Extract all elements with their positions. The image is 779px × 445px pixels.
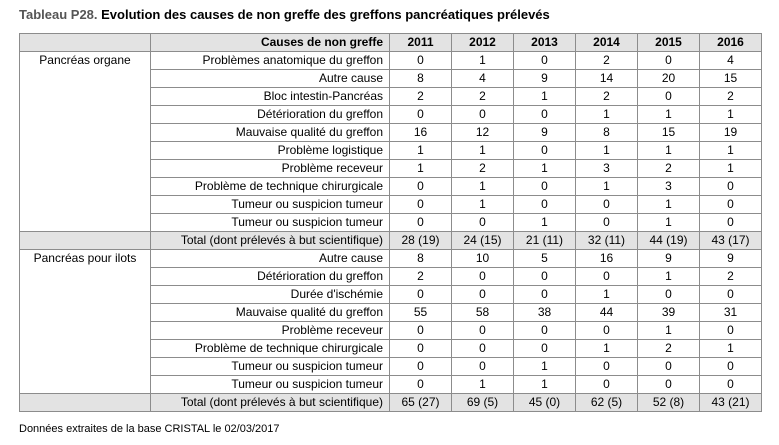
value-cell: 15	[638, 124, 700, 142]
value-cell: 0	[514, 340, 576, 358]
total-row	[20, 394, 762, 412]
value-cell: 1	[390, 142, 452, 160]
value-cell: 0	[452, 286, 514, 304]
value-cell: 0	[700, 178, 762, 196]
value-cell: 2	[576, 88, 638, 106]
value-cell: 0	[390, 358, 452, 376]
value-cell: 0	[390, 214, 452, 232]
value-cell: 0	[700, 358, 762, 376]
value-cell: 1	[638, 268, 700, 286]
value-cell: 1	[514, 88, 576, 106]
value-cell: 0	[576, 358, 638, 376]
value-cell: 0	[514, 52, 576, 70]
total-group-spacer	[20, 394, 151, 412]
value-cell: 39	[638, 304, 700, 322]
value-cell: 1	[514, 214, 576, 232]
cause-cell: Autre cause	[151, 70, 390, 88]
value-cell: 0	[576, 376, 638, 394]
cause-cell: Autre cause	[151, 250, 390, 268]
value-cell: 1	[452, 376, 514, 394]
value-cell: 38	[514, 304, 576, 322]
value-cell: 0	[390, 376, 452, 394]
value-cell: 10	[452, 250, 514, 268]
cause-cell: Problèmes anatomique du greffon	[151, 52, 390, 70]
total-value-cell: 43 (21)	[700, 394, 762, 412]
group-name: Pancréas organe	[20, 52, 151, 232]
value-cell: 2	[390, 268, 452, 286]
cause-cell: Mauvaise qualité du greffon	[151, 124, 390, 142]
total-group-spacer	[20, 232, 151, 250]
value-cell: 0	[390, 178, 452, 196]
value-cell: 0	[390, 106, 452, 124]
value-cell: 1	[514, 160, 576, 178]
value-cell: 2	[576, 52, 638, 70]
value-cell: 0	[638, 286, 700, 304]
value-cell: 0	[514, 196, 576, 214]
value-cell: 1	[638, 214, 700, 232]
value-cell: 20	[638, 70, 700, 88]
total-value-cell: 32 (11)	[576, 232, 638, 250]
value-cell: 0	[638, 52, 700, 70]
value-cell: 19	[700, 124, 762, 142]
value-cell: 2	[452, 160, 514, 178]
table-title	[19, 7, 550, 22]
value-cell: 9	[514, 124, 576, 142]
value-cell: 9	[514, 70, 576, 88]
value-cell: 0	[514, 142, 576, 160]
total-value-cell: 62 (5)	[576, 394, 638, 412]
value-cell: 16	[576, 250, 638, 268]
value-cell: 1	[452, 178, 514, 196]
value-cell: 1	[638, 106, 700, 124]
total-row	[20, 232, 762, 250]
value-cell: 2	[638, 340, 700, 358]
header-group	[20, 34, 151, 52]
value-cell: 0	[390, 196, 452, 214]
value-cell: 0	[514, 268, 576, 286]
value-cell: 1	[514, 358, 576, 376]
value-cell: 1	[452, 52, 514, 70]
total-value-cell: 44 (19)	[638, 232, 700, 250]
header-cause: Causes de non greffe	[151, 34, 390, 52]
value-cell: 0	[576, 322, 638, 340]
value-cell: 0	[638, 376, 700, 394]
value-cell: 1	[638, 196, 700, 214]
value-cell: 1	[514, 376, 576, 394]
value-cell: 0	[700, 286, 762, 304]
cause-cell: Tumeur ou suspicion tumeur	[151, 376, 390, 394]
value-cell: 1	[576, 286, 638, 304]
value-cell: 1	[700, 160, 762, 178]
value-cell: 1	[638, 322, 700, 340]
header-year: 2014	[576, 34, 638, 52]
value-cell: 0	[700, 322, 762, 340]
value-cell: 8	[390, 70, 452, 88]
header-year: 2015	[638, 34, 700, 52]
value-cell: 0	[390, 52, 452, 70]
group-name: Pancréas pour ilots	[20, 250, 151, 394]
value-cell: 14	[576, 70, 638, 88]
value-cell: 15	[700, 70, 762, 88]
header-year: 2012	[452, 34, 514, 52]
value-cell: 0	[576, 196, 638, 214]
value-cell: 0	[700, 196, 762, 214]
value-cell: 5	[514, 250, 576, 268]
total-value-cell: 43 (17)	[700, 232, 762, 250]
value-cell: 0	[514, 106, 576, 124]
value-cell: 0	[390, 322, 452, 340]
total-value-cell: 52 (8)	[638, 394, 700, 412]
value-cell: 2	[638, 160, 700, 178]
value-cell: 16	[390, 124, 452, 142]
value-cell: 0	[700, 376, 762, 394]
value-cell: 1	[638, 142, 700, 160]
value-cell: 0	[514, 322, 576, 340]
value-cell: 0	[452, 214, 514, 232]
total-value-cell: 21 (11)	[514, 232, 576, 250]
cause-cell: Tumeur ou suspicion tumeur	[151, 214, 390, 232]
cause-cell: Problème receveur	[151, 160, 390, 178]
value-cell: 2	[700, 268, 762, 286]
value-cell: 0	[576, 214, 638, 232]
cause-cell: Durée d'ischémie	[151, 286, 390, 304]
value-cell: 1	[576, 340, 638, 358]
cause-cell: Bloc intestin-Pancréas	[151, 88, 390, 106]
table-title-label: Tableau P28.	[19, 7, 98, 22]
value-cell: 9	[638, 250, 700, 268]
cause-cell: Problème logistique	[151, 142, 390, 160]
total-label: Total (dont prélevés à but scientifique)	[151, 232, 390, 250]
value-cell: 2	[700, 88, 762, 106]
value-cell: 58	[452, 304, 514, 322]
value-cell: 8	[576, 124, 638, 142]
total-value-cell: 24 (15)	[452, 232, 514, 250]
value-cell: 1	[452, 196, 514, 214]
value-cell: 1	[576, 178, 638, 196]
value-cell: 0	[452, 358, 514, 376]
table-body	[20, 52, 762, 412]
value-cell: 0	[452, 322, 514, 340]
total-value-cell: 69 (5)	[452, 394, 514, 412]
table-row	[20, 52, 762, 70]
value-cell: 9	[700, 250, 762, 268]
table-row	[20, 250, 762, 268]
cause-cell: Mauvaise qualité du greffon	[151, 304, 390, 322]
value-cell: 0	[390, 286, 452, 304]
value-cell: 0	[390, 340, 452, 358]
cause-cell: Tumeur ou suspicion tumeur	[151, 358, 390, 376]
value-cell: 0	[638, 88, 700, 106]
value-cell: 2	[390, 88, 452, 106]
value-cell: 31	[700, 304, 762, 322]
value-cell: 2	[452, 88, 514, 106]
value-cell: 4	[700, 52, 762, 70]
value-cell: 0	[452, 106, 514, 124]
value-cell: 1	[576, 106, 638, 124]
value-cell: 1	[576, 142, 638, 160]
total-value-cell: 28 (19)	[390, 232, 452, 250]
value-cell: 0	[514, 286, 576, 304]
value-cell: 1	[452, 142, 514, 160]
value-cell: 8	[390, 250, 452, 268]
value-cell: 1	[700, 142, 762, 160]
value-cell: 44	[576, 304, 638, 322]
total-label: Total (dont prélevés à but scientifique)	[151, 394, 390, 412]
header-row	[20, 34, 762, 52]
causes-table	[19, 33, 762, 412]
value-cell: 3	[576, 160, 638, 178]
value-cell: 1	[700, 340, 762, 358]
table-title-text: Evolution des causes de non greffe des greffons pancréatiques prélevés	[97, 7, 550, 22]
value-cell: 3	[638, 178, 700, 196]
value-cell: 1	[700, 106, 762, 124]
value-cell: 1	[390, 160, 452, 178]
value-cell: 12	[452, 124, 514, 142]
header-year: 2013	[514, 34, 576, 52]
total-value-cell: 65 (27)	[390, 394, 452, 412]
value-cell: 0	[700, 214, 762, 232]
cause-cell: Tumeur ou suspicion tumeur	[151, 196, 390, 214]
cause-cell: Problème de technique chirurgicale	[151, 340, 390, 358]
value-cell: 0	[452, 340, 514, 358]
cause-cell: Détérioration du greffon	[151, 268, 390, 286]
cause-cell: Problème de technique chirurgicale	[151, 178, 390, 196]
source-note: Données extraites de la base CRISTAL le 02/03/2017	[19, 423, 280, 435]
value-cell: 0	[514, 178, 576, 196]
header-year: 2016	[700, 34, 762, 52]
value-cell: 0	[576, 268, 638, 286]
value-cell: 0	[452, 268, 514, 286]
value-cell: 4	[452, 70, 514, 88]
cause-cell: Problème receveur	[151, 322, 390, 340]
value-cell: 55	[390, 304, 452, 322]
header-year: 2011	[390, 34, 452, 52]
value-cell: 0	[638, 358, 700, 376]
total-value-cell: 45 (0)	[514, 394, 576, 412]
cause-cell: Détérioration du greffon	[151, 106, 390, 124]
